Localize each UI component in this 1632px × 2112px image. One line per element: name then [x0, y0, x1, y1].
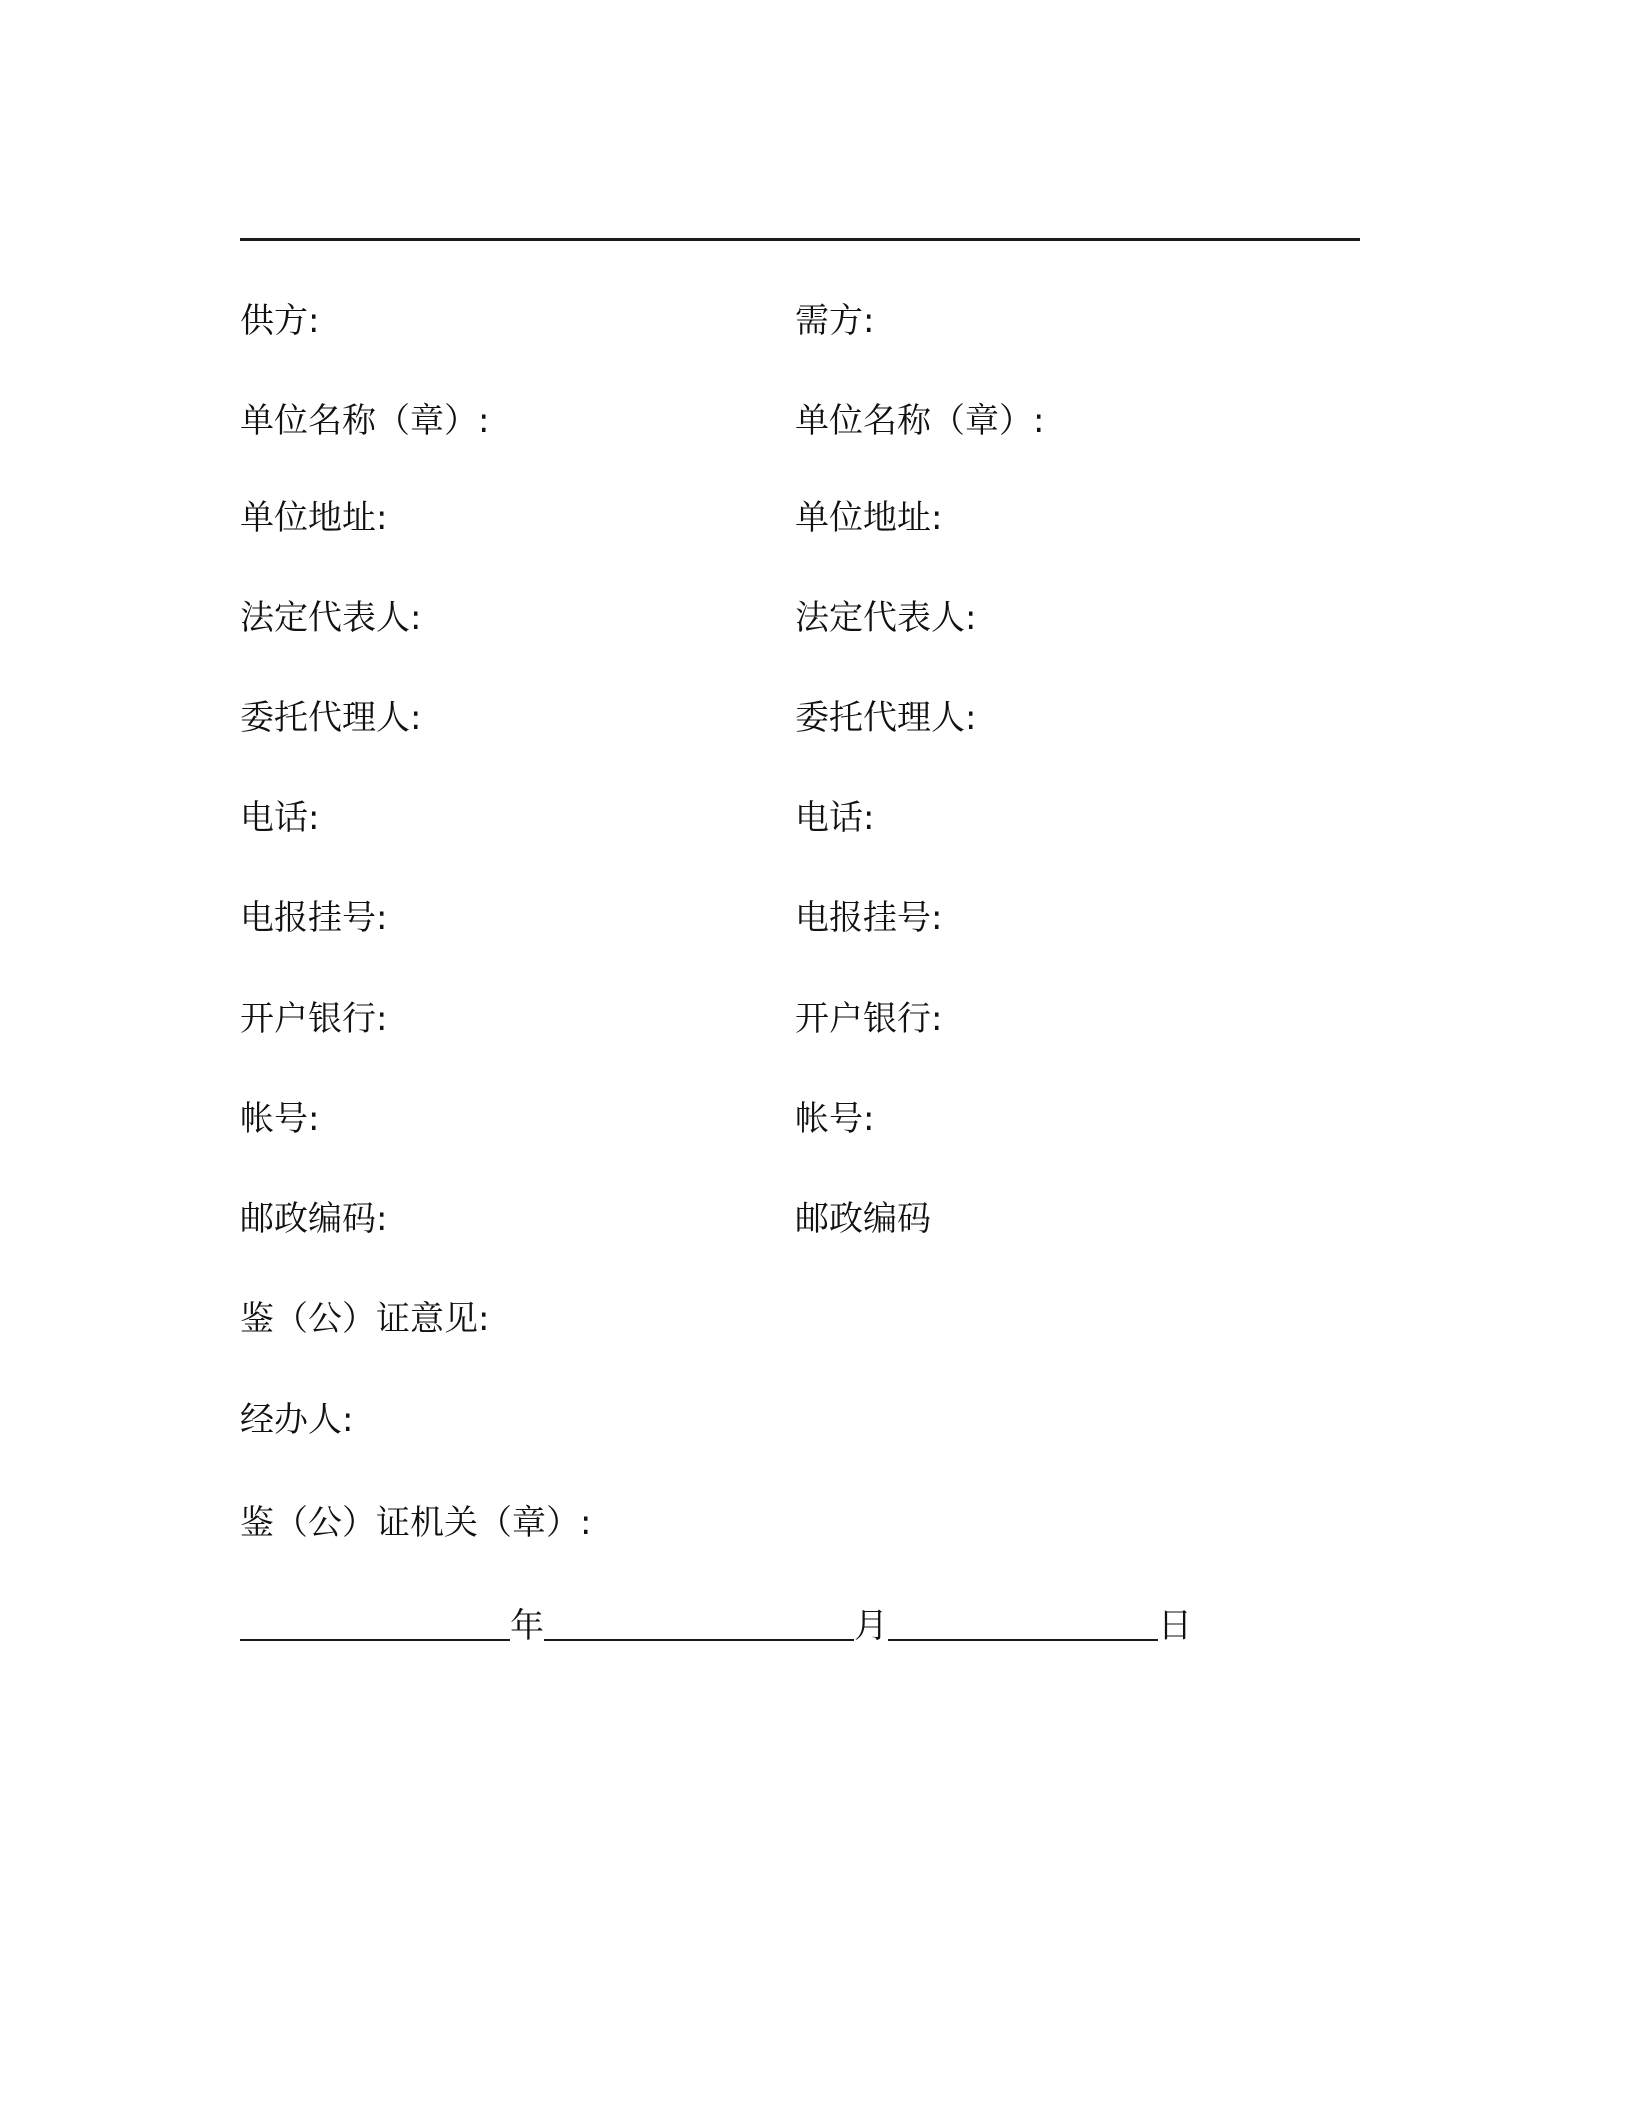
party-row-8: [240, 993, 1360, 1045]
top-separator-line: [240, 238, 1360, 241]
date-line: [240, 1600, 1192, 1652]
supplier-legal-rep-label: 法定代表人:: [240, 598, 422, 638]
supplier-bank-label: 开户银行:: [240, 999, 388, 1039]
buyer-unit-name-label: 单位名称（章）:: [795, 401, 1045, 441]
year-blank: [240, 1637, 510, 1641]
party-row-5: [240, 692, 1360, 744]
supplier-unit-name-label: 单位名称（章）:: [240, 401, 490, 441]
buyer-postcode-label: 邮政编码: [795, 1199, 931, 1239]
party-row-9: [240, 1093, 1360, 1145]
party-row-7: [240, 892, 1360, 944]
supplier-account-label: 帐号:: [240, 1099, 320, 1139]
day-label: 日: [1158, 1606, 1192, 1646]
buyer-bank-label: 开户银行:: [795, 999, 943, 1039]
supplier-label: 供方:: [240, 301, 320, 341]
certification-authority-row: [240, 1497, 1360, 1549]
buyer-legal-rep-label: 法定代表人:: [795, 598, 977, 638]
day-blank: [888, 1637, 1158, 1641]
certification-handler-row: [240, 1394, 1360, 1446]
supplier-telegraph-label: 电报挂号:: [240, 898, 388, 938]
year-label: 年: [510, 1606, 544, 1646]
buyer-telegraph-label: 电报挂号:: [795, 898, 943, 938]
party-row-4: [240, 592, 1360, 644]
buyer-agent-label: 委托代理人:: [795, 698, 977, 738]
supplier-phone-label: 电话:: [240, 798, 320, 838]
supplier-postcode-label: 邮政编码:: [240, 1199, 388, 1239]
buyer-phone-label: 电话:: [795, 798, 875, 838]
buyer-account-label: 帐号:: [795, 1099, 875, 1139]
buyer-label: 需方:: [795, 301, 875, 341]
supplier-address-label: 单位地址:: [240, 498, 388, 538]
certification-authority-label: 鉴（公）证机关（章）:: [240, 1503, 592, 1543]
month-blank: [544, 1637, 854, 1641]
certification-handler-label: 经办人:: [240, 1400, 354, 1440]
month-label: 月: [854, 1606, 888, 1646]
party-row-10: [240, 1193, 1360, 1245]
party-row-3: [240, 492, 1360, 544]
certification-opinion-label: 鉴（公）证意见:: [240, 1299, 490, 1339]
supplier-agent-label: 委托代理人:: [240, 698, 422, 738]
party-row-2: [240, 395, 1360, 447]
party-row-6: [240, 792, 1360, 844]
buyer-address-label: 单位地址:: [795, 498, 943, 538]
certification-opinion-row: [240, 1293, 1360, 1345]
party-row-1: [240, 295, 1360, 347]
